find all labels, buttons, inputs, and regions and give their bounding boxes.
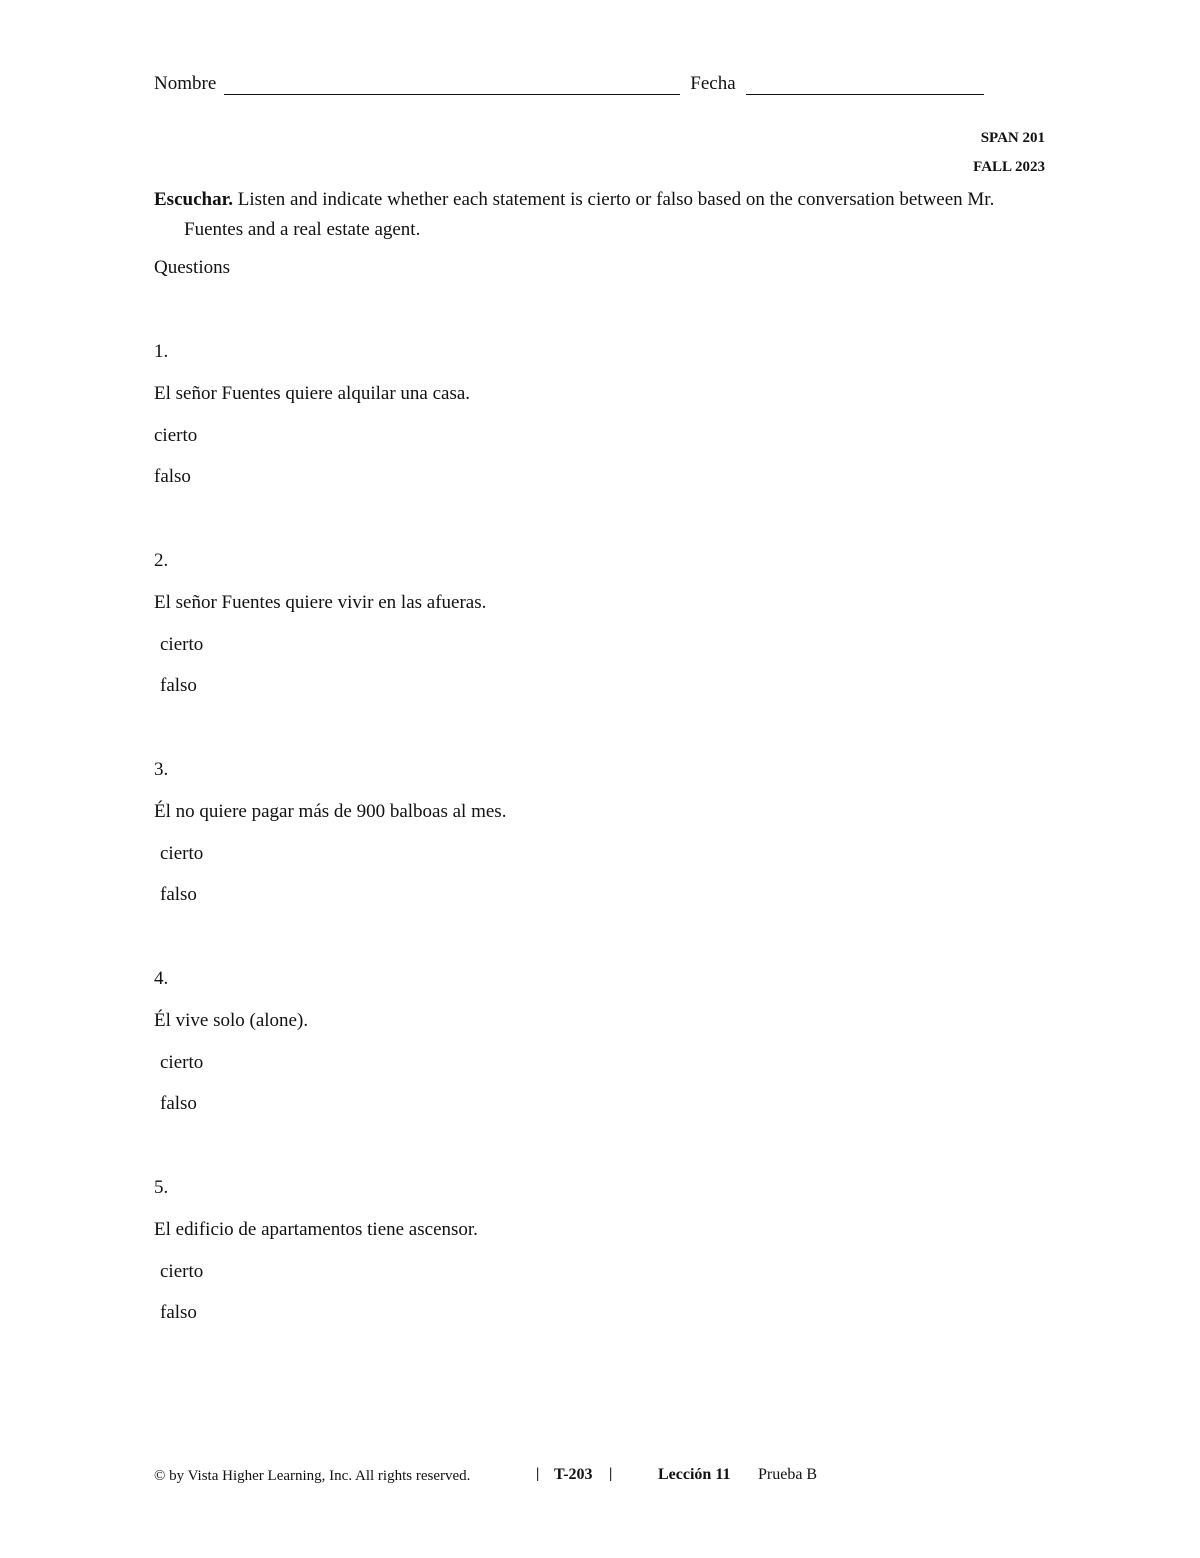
- copyright-text: © by Vista Higher Learning, Inc. All rights reserved.: [154, 1468, 471, 1484]
- question-statement: El edificio de apartamentos tiene ascensor.: [154, 1219, 478, 1240]
- question-number: 3.: [154, 759, 169, 780]
- course-code: SPAN 201: [980, 130, 1045, 146]
- question-number: 5.: [154, 1177, 169, 1198]
- quiz-label: Prueba B: [758, 1466, 818, 1483]
- instructions-text: Listen and indicate whether each statement is cierto or falso based on the conversation between Mr. Fuentes and a real estate agent.: [184, 189, 995, 240]
- question-number: 1.: [154, 341, 169, 362]
- option-falso[interactable]: falso: [160, 1093, 197, 1114]
- page-number: T-203: [554, 1466, 593, 1483]
- option-falso[interactable]: falso: [160, 1302, 197, 1323]
- instructions-lead: Escuchar.: [154, 189, 234, 210]
- name-blank[interactable]: [224, 74, 680, 95]
- question-number: 4.: [154, 968, 169, 989]
- option-cierto[interactable]: cierto: [160, 1052, 204, 1073]
- option-falso[interactable]: falso: [160, 675, 197, 696]
- option-cierto[interactable]: cierto: [160, 1261, 204, 1282]
- option-falso[interactable]: falso: [160, 884, 197, 905]
- option-cierto[interactable]: cierto: [160, 843, 204, 864]
- instructions: [154, 185, 1046, 245]
- date-blank[interactable]: [746, 74, 984, 95]
- option-falso[interactable]: falso: [154, 466, 191, 487]
- footer-separator: |: [536, 1466, 540, 1482]
- student-info-line: [154, 73, 999, 95]
- question-statement: El señor Fuentes quiere alquilar una casa.: [154, 383, 471, 404]
- option-cierto[interactable]: cierto: [160, 634, 204, 655]
- question-number: 2.: [154, 550, 169, 571]
- course-term: FALL 2023: [973, 159, 1045, 175]
- question-statement: Él no quiere pagar más de 900 balboas al mes.: [154, 801, 507, 822]
- question-statement: Él vive solo (alone).: [154, 1010, 309, 1031]
- questions-heading: Questions: [154, 257, 230, 278]
- date-label: Fecha: [690, 73, 736, 94]
- option-cierto[interactable]: cierto: [154, 425, 198, 446]
- question-statement: El señor Fuentes quiere vivir en las afueras.: [154, 592, 487, 613]
- lesson-label: Lección 11: [658, 1466, 731, 1483]
- footer-separator: |: [609, 1466, 613, 1482]
- name-label: Nombre: [154, 73, 217, 94]
